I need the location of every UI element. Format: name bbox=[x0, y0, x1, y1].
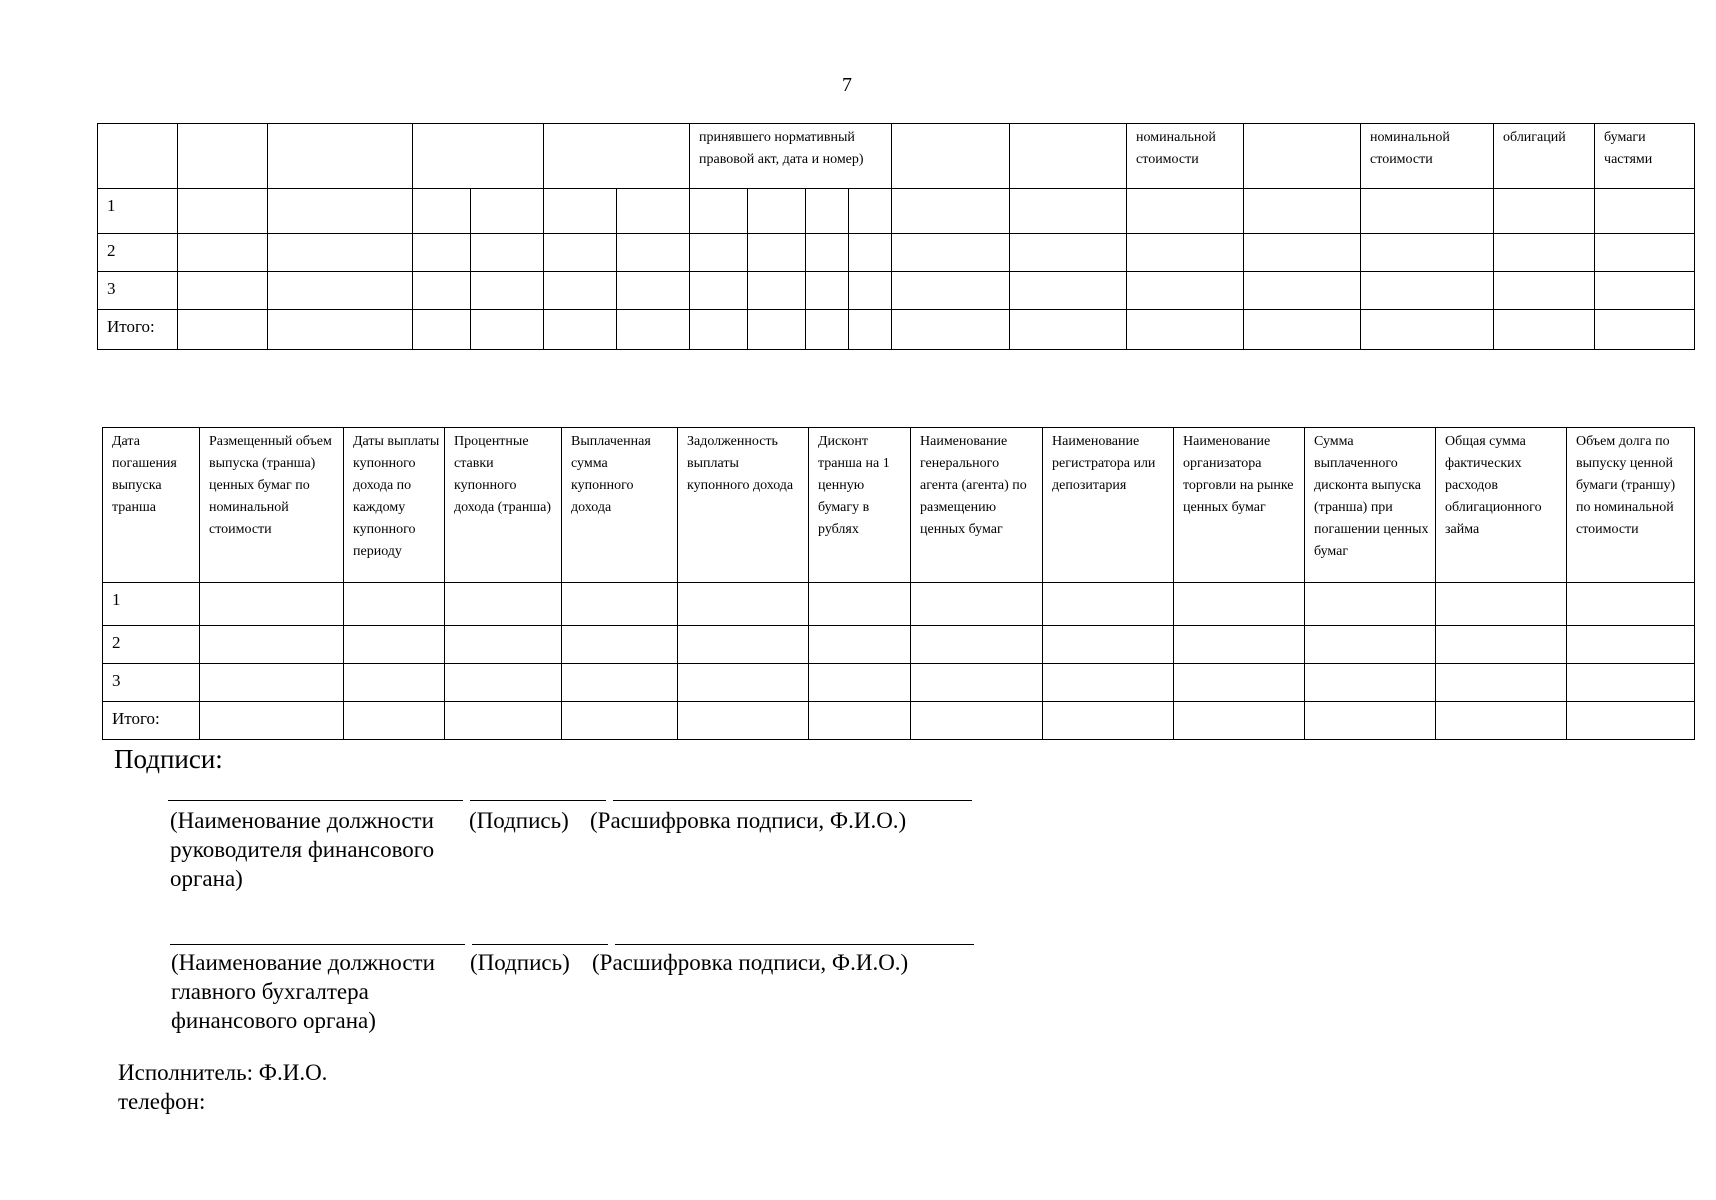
row-label: 2 bbox=[103, 626, 200, 664]
decoding-line bbox=[613, 800, 972, 801]
position-line bbox=[170, 944, 465, 945]
row-label: 1 bbox=[103, 583, 200, 626]
bottom-header-cell: Выплаченная сумма купонного дохода bbox=[562, 428, 678, 583]
top-header-cell bbox=[268, 124, 413, 189]
bottom-header-cell: Дисконт транша на 1 ценную бумагу в рублях bbox=[809, 428, 911, 583]
bottom-table-header-row bbox=[103, 428, 1695, 583]
bottom-header-cell: Наименование генерального агента (агента) по размещению ценных бумаг bbox=[911, 428, 1043, 583]
top-header-cell bbox=[413, 124, 544, 189]
decoding-line bbox=[615, 944, 974, 945]
signatures-title: Подписи: bbox=[114, 744, 223, 774]
bottom-header-cell: Объем долга по выпуску ценной бумаги (траншу) по номинальной стоимости bbox=[1567, 428, 1695, 583]
bottom-header-cell: Даты выплаты купонного дохода по каждому купонного периоду bbox=[344, 428, 445, 583]
bottom-header-cell: Дата погашения выпуска транша bbox=[103, 428, 200, 583]
position-caption: финансового органа) bbox=[171, 1008, 376, 1033]
signature-line bbox=[470, 800, 606, 801]
position-caption: руководителя финансового bbox=[170, 837, 435, 862]
top-header-cell: номинальной стоимости bbox=[1361, 124, 1494, 189]
position-caption: (Наименование должности bbox=[171, 950, 435, 975]
table-row bbox=[98, 272, 1695, 310]
signature-caption: (Подпись) bbox=[469, 808, 569, 833]
row-label: 1 bbox=[98, 189, 178, 234]
executor-phone-label: телефон: bbox=[118, 1089, 206, 1114]
bottom-header-cell: Общая сумма фактических расходов облигационного займа bbox=[1436, 428, 1567, 583]
bottom-table bbox=[102, 427, 1695, 740]
top-table bbox=[97, 123, 1695, 350]
decoding-caption: (Расшифровка подписи, Ф.И.О.) bbox=[592, 950, 909, 975]
signature-caption: (Подпись) bbox=[470, 950, 570, 975]
bottom-header-cell: Размещенный объем выпуска (транша) ценных бумаг по номинальной стоимости bbox=[200, 428, 344, 583]
decoding-caption: (Расшифровка подписи, Ф.И.О.) bbox=[590, 808, 907, 833]
table-row bbox=[103, 664, 1695, 702]
top-header-cell: бумаги частями bbox=[1595, 124, 1695, 189]
row-label: 2 bbox=[98, 234, 178, 272]
table-row-total bbox=[103, 702, 1695, 740]
top-header-cell bbox=[544, 124, 690, 189]
row-label: Итого: bbox=[103, 702, 200, 740]
bottom-header-cell: Задолженность выплаты купонного дохода bbox=[678, 428, 809, 583]
table-row bbox=[98, 189, 1695, 234]
top-header-cell bbox=[98, 124, 178, 189]
top-header-cell bbox=[178, 124, 268, 189]
bottom-header-cell: Процентные ставки купонного дохода (транша) bbox=[445, 428, 562, 583]
position-line bbox=[168, 800, 463, 801]
top-header-cell bbox=[1010, 124, 1127, 189]
table-row-total bbox=[98, 310, 1695, 350]
top-header-cell: принявшего нормативный правовой акт, дата и номер) bbox=[690, 124, 892, 189]
bottom-header-cell: Сумма выплаченного дисконта выпуска (транша) при погашении ценных бумаг bbox=[1305, 428, 1436, 583]
executor-name-label: Исполнитель: Ф.И.О. bbox=[118, 1060, 328, 1085]
bottom-header-cell: Наименование организатора торговли на рынке ценных бумаг bbox=[1174, 428, 1305, 583]
top-header-cell bbox=[1244, 124, 1361, 189]
bottom-header-cell: Наименование регистратора или депозитария bbox=[1043, 428, 1174, 583]
row-label: 3 bbox=[98, 272, 178, 310]
row-label: Итого: bbox=[98, 310, 178, 350]
table-row bbox=[98, 234, 1695, 272]
top-header-cell: облигаций bbox=[1494, 124, 1595, 189]
position-caption: органа) bbox=[170, 866, 243, 891]
table-row bbox=[103, 626, 1695, 664]
top-table-header-row bbox=[98, 124, 1695, 189]
top-header-cell: номинальной стоимости bbox=[1127, 124, 1244, 189]
position-caption: главного бухгалтера bbox=[171, 979, 369, 1004]
position-caption: (Наименование должности bbox=[170, 808, 434, 833]
table-row bbox=[103, 583, 1695, 626]
page-number: 7 bbox=[842, 74, 852, 96]
executor-block bbox=[118, 1058, 327, 1116]
top-header-cell bbox=[892, 124, 1010, 189]
signature-line bbox=[472, 944, 608, 945]
row-label: 3 bbox=[103, 664, 200, 702]
